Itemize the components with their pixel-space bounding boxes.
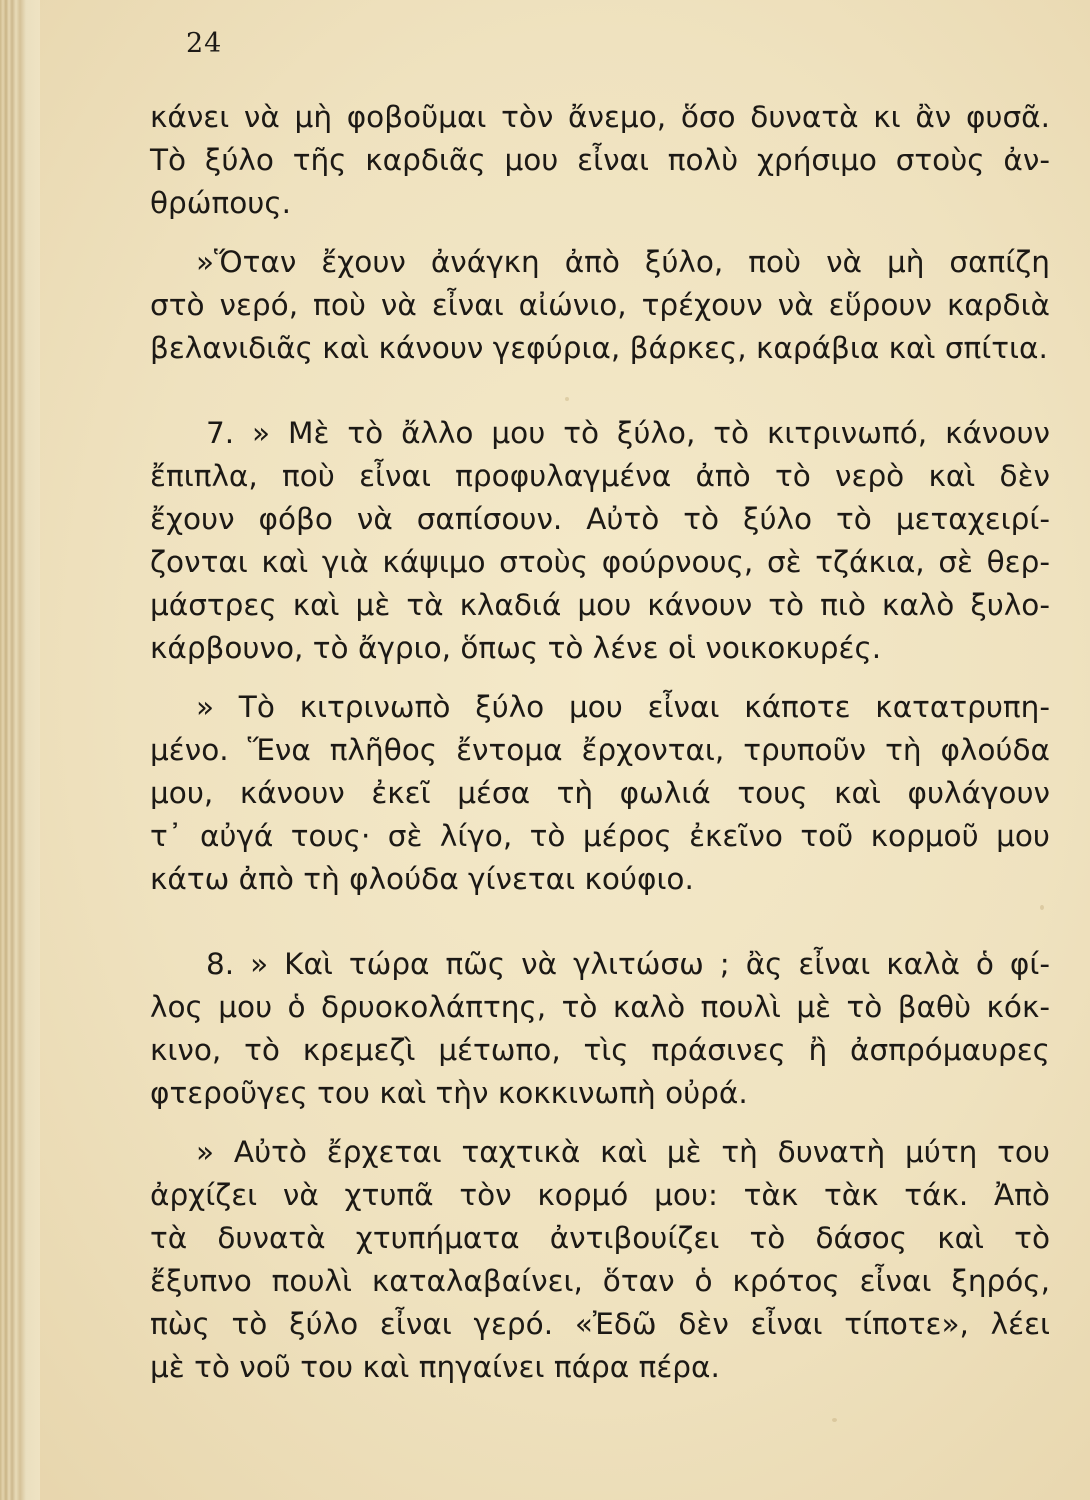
- text-line: ἔχουν φόβο νὰ σαπίσουν. Αὐτὸ τὸ ξύλο τὸ μεταχειρί-: [150, 502, 1050, 536]
- page-text: [150, 96, 1050, 1389]
- page-number: 24: [186, 28, 223, 59]
- text-line: » Αὐτὸ ἔρχεται ταχτικὰ καὶ μὲ τὴ δυνατὴ μύτη του: [196, 1135, 1050, 1169]
- paragraph: [150, 96, 1050, 225]
- paper-spot: [832, 1418, 837, 1422]
- text-line: τὰ δυνατὰ χτυπήματα ἀντιβουίζει τὸ δάσος καὶ τὸ: [150, 1221, 1050, 1255]
- text-line: 7. » Μὲ τὸ ἄλλο μου τὸ ξύλο, τὸ κιτρινωπό, κάνουν: [206, 416, 1050, 450]
- text-line: ἔπιπλα, ποὺ εἶναι προφυλαγμένα ἀπὸ τὸ νερὸ καὶ δὲν: [150, 459, 1050, 493]
- text-line: Τὸ ξύλο τῆς καρδιᾶς μου εἶναι πολὺ χρήσιμο στοὺς ἀν-: [150, 143, 1050, 177]
- paragraph: [150, 241, 1050, 370]
- text-line: τ᾿ αὐγά τους· σὲ λίγο, τὸ μέρος ἐκεῖνο τοῦ κορμοῦ μου: [150, 819, 1050, 853]
- page-edge: [0, 0, 40, 1500]
- text-line: μου, κάνουν ἐκεῖ μέσα τὴ φωλιά τους καὶ φυλάγουν: [150, 776, 1050, 810]
- text-line: φτεροῦγες του καὶ τὴν κοκκινωπὴ οὐρά.: [150, 1076, 748, 1110]
- text-line: μένο. Ἕνα πλῆθος ἔντομα ἔρχονται, τρυποῦν τὴ φλούδα: [150, 733, 1050, 767]
- text-line: κινο, τὸ κρεμεζὶ μέτωπο, τὶς πράσινες ἢ ἀσπρόμαυρες: [150, 1033, 1050, 1067]
- text-line: ζονται καὶ γιὰ κάψιμο στοὺς φούρνους, σὲ τζάκια, σὲ θερ-: [150, 545, 1050, 579]
- text-line: 8. » Καὶ τώρα πῶς νὰ γλιτώσω ; ἂς εἶναι καλὰ ὁ φί-: [206, 947, 1050, 981]
- text-line: » Τὸ κιτρινωπὸ ξύλο μου εἶναι κάποτε κατατρυπη-: [196, 690, 1050, 724]
- text-line: κάρβουνο, τὸ ἄγριο, ὅπως τὸ λένε οἱ νοικοκυρές.: [150, 631, 882, 665]
- text-line: ἀρχίζει νὰ χτυπᾶ τὸν κορμό μου: τὰκ τὰκ τάκ. Ἀπὸ: [150, 1178, 1050, 1212]
- paragraph: [150, 686, 1050, 901]
- text-line: λος μου ὁ δρυοκολάπτης, τὸ καλὸ πουλὶ μὲ τὸ βαθὺ κόκ-: [150, 990, 1050, 1024]
- text-line: θρώπους.: [150, 186, 292, 220]
- text-line: πὼς τὸ ξύλο εἶναι γερό. «Ἐδῶ δὲν εἶναι τίποτε», λέει: [150, 1307, 1050, 1341]
- text-line: κάνει νὰ μὴ φοβοῦμαι τὸν ἄνεμο, ὅσο δυνατὰ κι ἂν φυσᾶ.: [150, 100, 1050, 134]
- text-line: στὸ νερό, ποὺ νὰ εἶναι αἰώνιο, τρέχουν νὰ εὕρουν καρδιὰ: [150, 288, 1050, 322]
- text-line: μὲ τὸ νοῦ του καὶ πηγαίνει πάρα πέρα.: [150, 1350, 720, 1384]
- text-line: κάτω ἀπὸ τὴ φλούδα γίνεται κούφιο.: [150, 862, 694, 896]
- text-line: μάστρες καὶ μὲ τὰ κλαδιά μου κάνουν τὸ πιὸ καλὸ ξυλο-: [150, 588, 1050, 622]
- paragraph: [150, 1131, 1050, 1389]
- text-line: ἔξυπνο πουλὶ καταλαβαίνει, ὅταν ὁ κρότος εἶναι ξηρός,: [150, 1264, 1050, 1298]
- text-line: βελανιδιᾶς καὶ κάνουν γεφύρια, βάρκες, καράβια καὶ σπίτια.: [150, 331, 1048, 365]
- text-line: »Ὅταν ἔχουν ἀνάγκη ἀπὸ ξύλο, ποὺ νὰ μὴ σαπίζη: [196, 245, 1050, 279]
- paragraph: [150, 943, 1050, 1115]
- paragraph: [150, 412, 1050, 670]
